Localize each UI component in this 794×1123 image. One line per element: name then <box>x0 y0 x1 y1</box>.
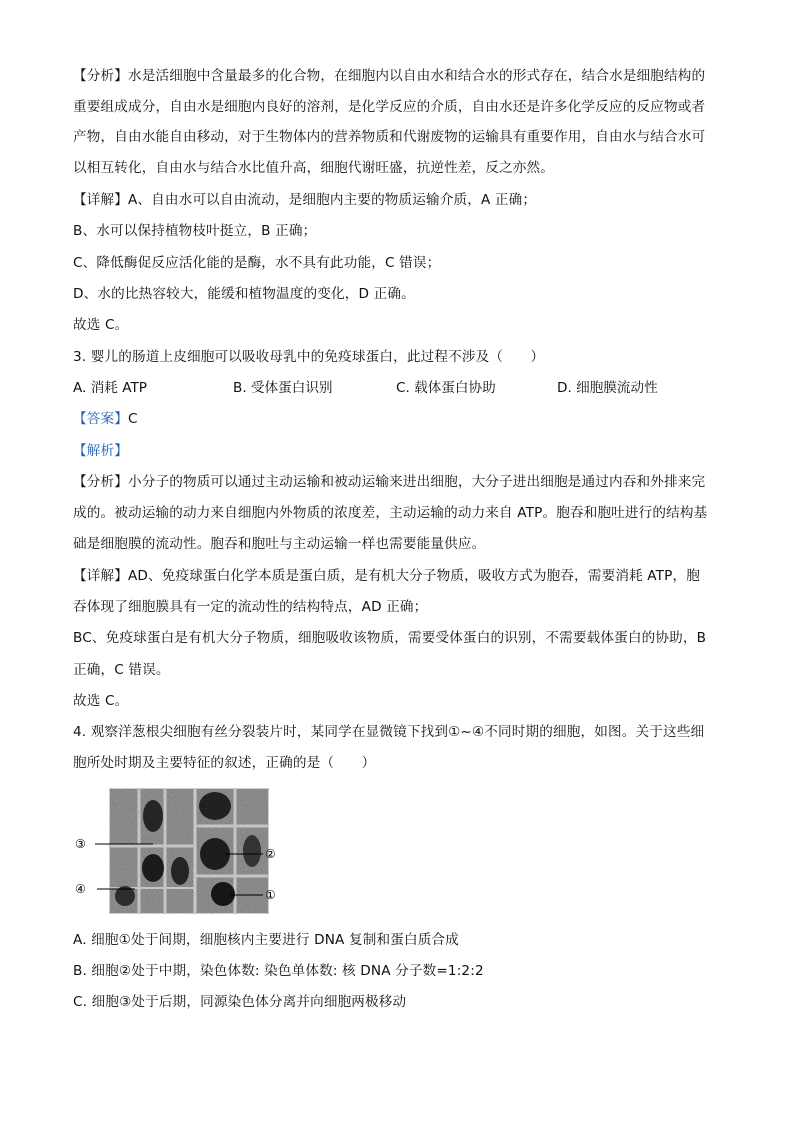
q4-option-b: B. 细胞②处于中期，染色体数: 染色单体数: 核 DNA 分子数=1:2:2 <box>73 963 484 979</box>
q3-option-b: B. 受体蛋白识别 <box>233 380 333 396</box>
text-line: 【详解】A、自由水可以自由流动，是细胞内主要的物质运输介质，A 正确； <box>73 192 537 208</box>
label-3: ③ <box>75 837 86 851</box>
text-line: 产物，自由水能自由移动，对于生物体内的营养物质和代谢废物的运输具有重要作用，自由水与结合水可 <box>73 129 706 145</box>
answer-value: C <box>127 411 138 427</box>
onion-root-tip-micrograph <box>75 786 295 916</box>
q3-option-d: D. 细胞膜流动性 <box>557 380 658 396</box>
text-line: 【分析】小分子的物质可以通过主动运输和被动运输来进出细胞，大分子进出细胞是通过内吞和外排来完 <box>73 474 706 490</box>
text-line: 吞体现了细胞膜具有一定的流动性的结构特点，AD 正确； <box>73 599 428 615</box>
micrograph-figure <box>75 786 295 916</box>
text-line: C、降低酶促反应活化能的是酶，水不具有此功能，C 错误； <box>73 255 441 271</box>
label-1: ① <box>265 888 276 902</box>
question-4-stem-cont: 胞所处时期及主要特征的叙述，正确的是（ ） <box>73 755 376 771</box>
text-line: 故选 C。 <box>73 317 129 333</box>
text-line: D、水的比热容较大，能缓和植物温度的变化，D 正确。 <box>73 286 415 302</box>
label-4: ④ <box>75 882 86 896</box>
answer-label: 【答案】 <box>73 411 128 427</box>
question-3-stem: 3. 婴儿的肠道上皮细胞可以吸收母乳中的免疫球蛋白，此过程不涉及（ ） <box>73 349 545 365</box>
text-line: 以相互转化，自由水与结合水比值升高，细胞代谢旺盛，抗逆性差，反之亦然。 <box>73 160 555 176</box>
text-line: 【分析】水是活细胞中含量最多的化合物，在细胞内以自由水和结合水的形式存在，结合水是细胞结构的 <box>73 68 706 84</box>
text-line: 础是细胞膜的流动性。胞吞和胞吐与主动运输一样也需要能量供应。 <box>73 536 486 552</box>
q4-option-a: A. 细胞①处于间期，细胞核内主要进行 DNA 复制和蛋白质合成 <box>73 932 459 948</box>
question-4-stem: 4. 观察洋葱根尖细胞有丝分裂装片时，某同学在显微镜下找到①~④不同时期的细胞，如图。关于这些细 <box>73 724 705 740</box>
text-line: 故选 C。 <box>73 693 129 709</box>
text-line: 【详解】AD、免疫球蛋白化学本质是蛋白质，是有机大分子物质，吸收方式为胞吞，需要消耗 ATP，胞 <box>73 568 700 584</box>
analysis-label: 【解析】 <box>73 443 128 459</box>
label-2: ② <box>265 847 276 861</box>
text-line: BC、免疫球蛋白是有机大分子物质，细胞吸收该物质，需要受体蛋白的识别，不需要载体蛋白的协助，B <box>73 630 707 646</box>
answer-line <box>73 409 723 429</box>
text-line: B、水可以保持植物枝叶挺立，B 正确； <box>73 223 317 239</box>
text-line: 重要组成成分，自由水是细胞内良好的溶剂，是化学反应的介质，自由水还是许多化学反应的反应物或者 <box>73 99 706 115</box>
q4-option-c: C. 细胞③处于后期，同源染色体分离并向细胞两极移动 <box>73 994 407 1010</box>
q3-option-a: A. 消耗 ATP <box>73 380 147 396</box>
text-line: 正确，C 错误。 <box>73 662 170 678</box>
q3-option-c: C. 载体蛋白协助 <box>396 380 496 396</box>
text-line: 成的。被动运输的动力来自细胞内外物质的浓度差，主动运输的动力来自 ATP。胞吞和胞吐进行的结构基 <box>73 505 708 521</box>
